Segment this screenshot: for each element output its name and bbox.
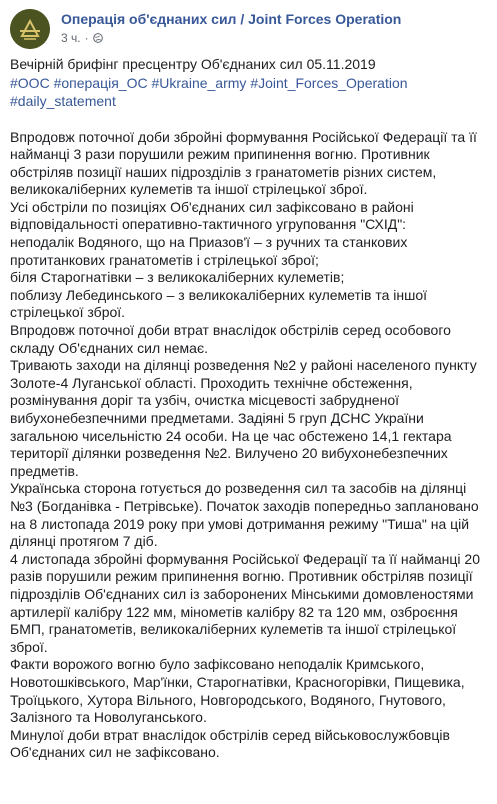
body-line: Залізного та Новолуганського.: [10, 709, 207, 726]
body-line: предметів.: [10, 462, 79, 479]
body-line: загальною чисельністю 24 особи. На це час обстежено 14,1 гектара: [10, 427, 452, 444]
page-name-link[interactable]: Операція об'єднаних сил / Joint Forces Operation: [61, 11, 402, 27]
joint-forces-emblem-icon: [10, 9, 50, 49]
post-header: [10, 9, 490, 53]
body-line: найманці 3 рази порушили режим припинення вогню. Противник: [10, 146, 430, 163]
globe-icon[interactable]: [93, 33, 103, 43]
body-line: №3 (Богданівка - Петрівське). Початок заходів попередньо заплановано: [10, 497, 479, 514]
body-line: артилерії калібру 122 мм, мінометів калібру 82 та 120 мм, озброєння: [10, 603, 458, 620]
body-line: стрілецької зброї.: [10, 304, 126, 321]
body-line: Усі обстріли по позиціях Об'єднаних сил зафіксовано в районі: [10, 198, 414, 215]
body-line: поблизу Лебединського – з великокаліберних кулеметів та іншої: [10, 286, 428, 303]
body-line: розмінування доріг та узбіч, очистка місцевості забрудненої: [10, 392, 399, 409]
hashtag-link[interactable]: #операція_ОС: [53, 74, 148, 91]
body-line: вибухонебезпечними предметами. Задіяні 5 груп ДСНС України: [10, 410, 424, 426]
body-line: Об'єднаних сил не зафіксовано.: [10, 744, 220, 761]
body-line: обстріляв позиції наших підрозділів з гранатометів різних систем,: [10, 163, 437, 180]
hashtag-link[interactable]: #Joint_Forces_Operation: [250, 74, 408, 91]
body-line: зброї.: [10, 638, 48, 655]
body-line: протитанкових гранатометів і стрілецької зброї;: [10, 251, 319, 268]
hashtag-link[interactable]: #Ukraine_army: [151, 74, 247, 91]
body-line: Золоте-4 Луганської області. Проходить технічне обстеження,: [10, 374, 413, 391]
post-meta: [61, 31, 103, 45]
body-line: на 8 листопада 2019 року при умові дотримання режиму "Тиша" на цій: [10, 515, 470, 532]
body-line: Впродовж поточної доби втрат внаслідок обстрілів серед особового: [10, 322, 451, 339]
post-body: [10, 129, 488, 762]
body-line: неподалік Водяного, що на Приазов'ї – з ручних та станкових: [10, 234, 408, 251]
body-line: території ділянки розведення №2. Вилучено 20 вибухонебезпечних: [10, 445, 448, 462]
meta-separator: ·: [84, 31, 89, 45]
briefing-title: Вечірній брифінг пресцентру Об'єднаних сил 05.11.2019: [10, 56, 376, 72]
body-line: великокаліберних кулеметів та іншої стрілецької зброї.: [10, 181, 368, 198]
body-line: разів порушили режим припинення вогню. Противник обстріляв позиції: [10, 568, 473, 585]
page-avatar[interactable]: [10, 9, 50, 49]
body-line: Тривають заходи на ділянці розведення №2 у районі населеного пункту: [10, 357, 477, 374]
paragraph-gap: [10, 111, 488, 129]
body-line: ділянці протягом 7 діб.: [10, 533, 158, 550]
body-line: Троїцького, Хутора Вільного, Новгородського, Водяного, Гнутового,: [10, 691, 446, 708]
body-line: Факти ворожого вогню було зафіксовано неподалік Кримського,: [10, 656, 425, 673]
body-line: Минулої доби втрат внаслідок обстрілів серед військовослужбовців: [10, 726, 450, 743]
body-line: біля Старогнатівки – з великокаліберних кулеметів;: [10, 269, 345, 286]
body-line: Впродовж поточної доби збройні формування Російської Федерації та її: [10, 128, 477, 145]
post-content: [10, 55, 488, 762]
hashtags-row-1: [10, 74, 488, 93]
body-line: 4 листопада збройні формування Російської Федерації та її найманці 20: [10, 550, 481, 567]
hashtag-link[interactable]: #ООС: [10, 74, 50, 91]
body-line: підрозділів Об'єднаних сил із заборонених Мінськими домовленостями: [10, 585, 474, 602]
hashtags-row-2: [10, 92, 488, 111]
post-intro: [10, 55, 488, 111]
body-line: складу Об'єднаних сил немає.: [10, 339, 208, 356]
body-line: Українська сторона готується до розведення сил та засобів на ділянці: [10, 480, 467, 497]
hashtag-link[interactable]: #daily_statement: [10, 93, 116, 109]
body-line: Новотошківського, Мар'їнки, Старогнатівки, Красногорівки, Пищевика,: [10, 673, 465, 690]
post-timestamp[interactable]: 3 ч.: [61, 31, 81, 45]
body-line: БМП, гранатометів, великокаліберних кулеметів та іншої стрілецької: [10, 621, 457, 638]
body-line: відповідальності оперативно-тактичного угруповання "СХІД":: [10, 216, 407, 233]
